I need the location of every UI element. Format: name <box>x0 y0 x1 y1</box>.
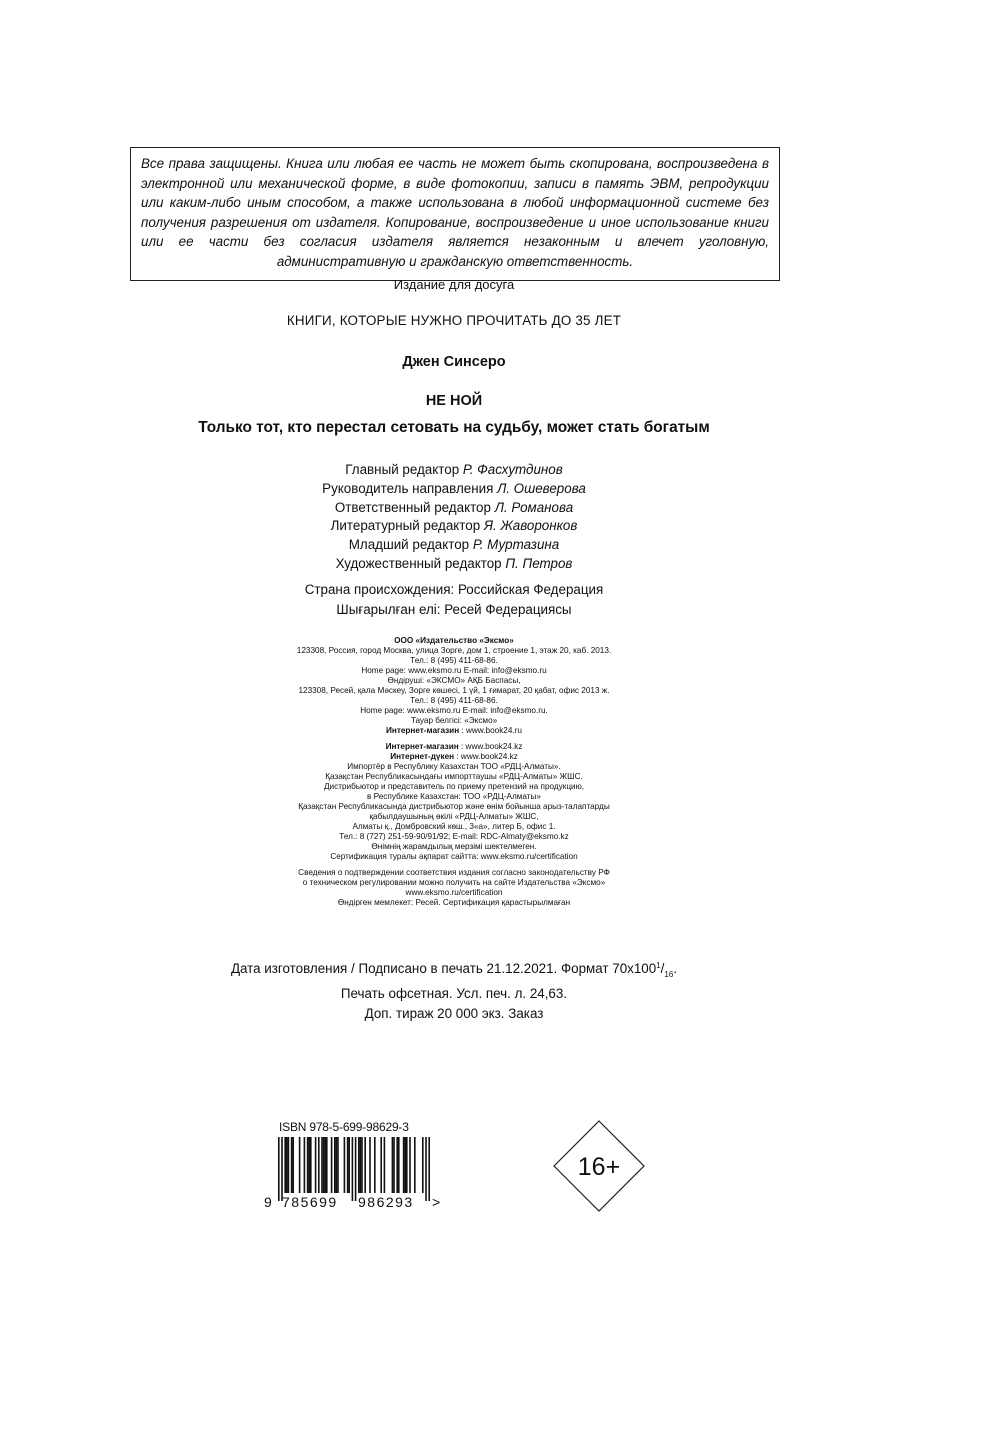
print-info <box>0 956 908 1023</box>
shop-kz-line <box>0 742 908 752</box>
publisher-line: в Республике Казахстан: ТОО «РДЦ-Алматы» <box>367 792 541 801</box>
print-line-2: Печать офсетная. Усл. печ. л. 24,63. <box>340 986 568 1002</box>
barcode-bar <box>392 1137 394 1193</box>
barcode-bar <box>315 1137 317 1193</box>
publisher-line: Дистрибьютор и представитель по приему претензий на продукцию, <box>324 782 584 791</box>
series-title: КНИГИ, КОТОРЫЕ НУЖНО ПРОЧИТАТЬ ДО 35 ЛЕТ <box>286 313 622 328</box>
barcode-bar <box>331 1137 333 1193</box>
barcode-bar <box>414 1137 416 1193</box>
publisher-line: Тел.: 8 (495) 411-68-86. <box>410 696 498 705</box>
credit-role: Главный редактор <box>345 462 460 477</box>
publisher-line: Өндіруші: «ЭКСМО» АҚБ Баспасы, <box>387 676 521 685</box>
credit-name: Р. Муртазина <box>472 537 560 553</box>
barcode-bar <box>278 1137 280 1201</box>
barcode-bar <box>380 1137 382 1193</box>
barcode-bar <box>406 1137 408 1193</box>
shop-kz2-line <box>0 752 908 762</box>
format-fraction-slash: / <box>660 961 665 976</box>
credit-name: Л. Романова <box>494 499 574 515</box>
print-line-1 <box>0 956 908 984</box>
barcode-bar <box>318 1137 320 1193</box>
age-rating-badge <box>553 1120 645 1212</box>
publisher-line: Тел.: 8 (727) 251-59-90/91/92; E-mail: RDC-Almaty@eksmo.kz <box>339 832 569 841</box>
barcode-bar <box>360 1137 362 1193</box>
barcode-bar <box>409 1137 411 1193</box>
publisher-line: Тел.: 8 (495) 411-68-86. <box>410 656 498 665</box>
credit-role: Руководитель направления <box>322 480 494 496</box>
barcode-bar <box>364 1137 366 1193</box>
credit-role: Художественный редактор <box>335 555 502 571</box>
format-fraction-numerator: 1 <box>656 961 661 970</box>
barcode-bar <box>307 1137 309 1193</box>
barcode-bar <box>337 1137 339 1193</box>
barcode-bar <box>281 1137 283 1201</box>
barcode-bar <box>344 1137 346 1193</box>
barcode-bar <box>428 1137 430 1201</box>
credit-line <box>0 517 908 536</box>
publisher-line: Home page: www.eksmo.ru E-mail: info@eksmo.ru <box>361 666 547 675</box>
barcode-bar <box>326 1137 328 1193</box>
publisher-line: Қазақстан Республикасындағы импорттаушы «РДЦ-Алматы» ЖШС. <box>325 772 583 781</box>
shop-ru-label: Интернет-магазин <box>386 726 460 735</box>
credit-line <box>0 461 908 480</box>
edition-type: Издание для досуга <box>393 277 515 292</box>
credit-line <box>0 555 908 574</box>
shop-ru-line <box>0 726 908 736</box>
publisher-line: 123308, Россия, город Москва, улица Зорге, дом 1, строение 1, этаж 20, каб. 2013. <box>296 646 612 655</box>
print-format: Дата изготовления / Подписано в печать 21.12.2021. Формат 70x100 <box>230 961 657 976</box>
barcode-bar <box>396 1137 398 1193</box>
barcode-bar <box>347 1137 349 1193</box>
credit-name: Р. Фасхутдинов <box>462 462 563 477</box>
credit-name: Я. Жаворонков <box>483 518 578 534</box>
publisher-line: қабылдаушының өкілі «РДЦ-Алматы» ЖШС, <box>369 812 539 821</box>
barcode-bar <box>336 1137 338 1193</box>
barcode-bar <box>304 1137 306 1193</box>
shop-kz2-url: : www.book24.kz <box>454 752 518 761</box>
barcode-bar <box>288 1137 290 1193</box>
origin-ru: Страна происхождения: Российская Федерация <box>304 582 604 597</box>
shop-ru-url: : www.book24.ru <box>459 726 522 735</box>
barcode-bar <box>358 1137 360 1193</box>
certification-line: www.eksmo.ru/certification <box>405 888 503 897</box>
credit-line <box>0 536 908 555</box>
publisher-line: Қазақстан Республикасында дистрибьютор және өнім бойынша арыз-талаптарды <box>298 802 610 811</box>
credit-name: Л. Ошеверова <box>497 480 586 496</box>
barcode-bar <box>292 1137 294 1193</box>
format-fraction-denominator: 16 <box>664 970 674 979</box>
barcode-bar <box>284 1137 286 1193</box>
certification-line: о техническом регулировании можно получить на сайте Издательства «Эксмо» <box>302 878 606 887</box>
publisher-name: ООО «Издательство «Эксмо» <box>394 636 514 645</box>
barcode-bar <box>374 1137 376 1193</box>
barcode-bar <box>361 1137 363 1193</box>
publisher-line: Сертификация туралы ақпарат сайтта: www.eksmo.ru/certification <box>330 852 578 861</box>
author-name: Джен Синсеро <box>402 354 506 370</box>
shop-kz-label: Интернет-магазин <box>385 742 459 751</box>
publisher-info <box>0 636 908 908</box>
isbn-label: ISBN 978-5-699-98629-3 <box>279 1120 409 1134</box>
publisher-line: 123308, Ресей, қала Мәскеу, Зорге көшесі, 1 үй, 1 ғимарат, 20 қабат, офис 2013 ж. <box>298 686 610 695</box>
barcode-bar <box>321 1137 323 1193</box>
barcode-bar <box>348 1137 350 1193</box>
barcode-bar <box>323 1137 325 1193</box>
barcode-bar <box>299 1137 301 1193</box>
book-subtitle: Только тот, кто перестал сетовать на судьбу, может стать богатым <box>198 419 710 436</box>
barcode-bar <box>286 1137 288 1193</box>
credit-role: Младший редактор <box>348 537 470 553</box>
certification-line: Өндірген мемлекет: Ресей. Сертификация қарастырылмаған <box>337 898 571 907</box>
barcode-bar <box>393 1137 395 1193</box>
barcode-bar <box>308 1137 310 1193</box>
barcode-bar <box>369 1137 371 1193</box>
rights-notice: Все права защищены. Книга или любая ее часть не может быть скопирована, воспроизведена в электронной или механической форме, в виде фотокопии, записи в память ЭВМ, репродукции или каким-либо иным способом, а также использована в любой информационной системе без получения разрешения от издателя. Копирование, воспроизведение и иное использование книги или ее части без согласия издателя является незаконным и влечет уголовную, административную и гражданскую ответственность. <box>130 147 780 281</box>
barcode-first-digit: 9 <box>264 1194 272 1209</box>
publisher-line: Өнімнің жарамдылық мерзімі шектелмеген. <box>371 842 537 851</box>
barcode-bar <box>334 1137 336 1193</box>
credit-line <box>0 480 908 499</box>
credit-role: Ответственный редактор <box>334 499 491 515</box>
credit-role: Литературный редактор <box>330 518 481 534</box>
barcode-bar <box>398 1137 400 1193</box>
editorial-credits <box>0 461 908 574</box>
print-line-3: Доп. тираж 20 000 экз. Заказ <box>364 1005 544 1021</box>
barcode-bar <box>355 1137 357 1201</box>
certification-line: Сведения о подтверждении соответствия издания согласно законодательству РФ <box>298 868 610 877</box>
barcode-bar <box>291 1137 293 1193</box>
publisher-line: Алматы қ., Домбровский көш., 3«а», литер Б, офис 1. <box>352 822 556 831</box>
barcode-bar <box>422 1137 424 1193</box>
barcode-bar <box>352 1137 354 1201</box>
shop-kz2-label: Интернет-дүкен <box>390 752 455 761</box>
credit-name: П. Петров <box>505 555 573 571</box>
barcode-group-1: 785699 <box>282 1194 338 1209</box>
barcode <box>264 1137 449 1209</box>
barcode-bar <box>403 1137 405 1193</box>
age-rating: 16+ <box>577 1153 621 1181</box>
barcode-bar <box>425 1137 427 1201</box>
publisher-line: Импортёр в Республику Казахстан ТОО «РДЦ-Алматы». <box>347 762 561 771</box>
barcode-group-2: 986293 <box>358 1194 414 1209</box>
origin-kz: Шығарылған елі: Ресей Федерациясы <box>336 601 572 617</box>
shop-kz-url: : www.book24.kz <box>458 742 523 751</box>
credit-line <box>0 499 908 518</box>
barcode-bar <box>404 1137 406 1193</box>
country-of-origin <box>0 580 908 619</box>
publisher-line: Тауар белгісі: «Эксмо» <box>410 716 498 725</box>
barcode-bar <box>384 1137 386 1193</box>
publisher-line: Home page: www.eksmo.ru E-mail: info@eksmo.ru. <box>360 706 548 715</box>
print-line-1-end: . <box>673 961 678 976</box>
book-title: НЕ НОЙ <box>425 393 483 409</box>
barcode-bar <box>310 1137 312 1193</box>
barcode-end-mark: > <box>432 1194 441 1209</box>
barcode-bar <box>324 1137 326 1193</box>
